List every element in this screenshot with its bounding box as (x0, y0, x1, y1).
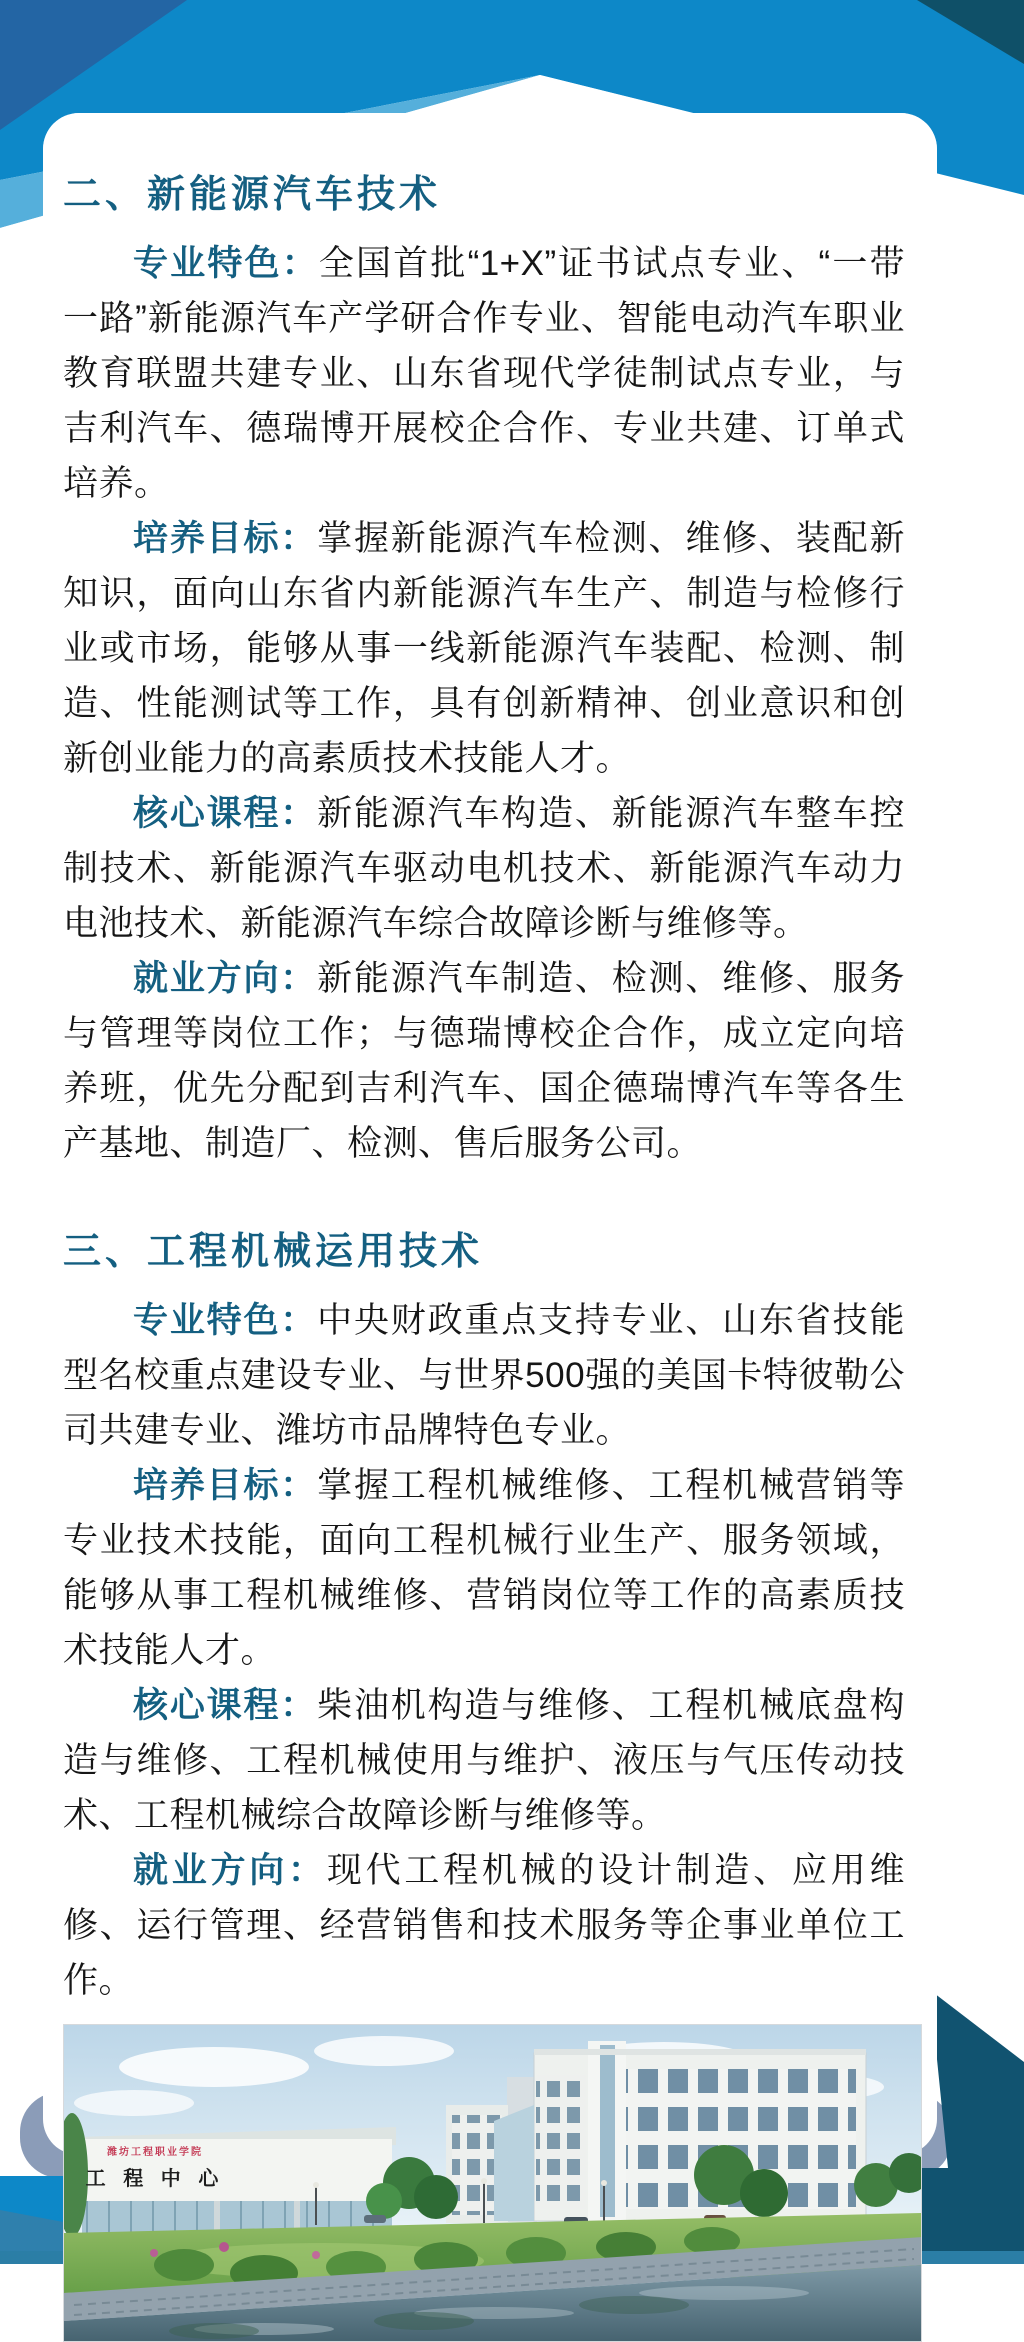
paragraph-label: 就业方向： (133, 959, 318, 998)
paragraph-label: 就业方向： (133, 1851, 327, 1890)
paragraph-text: 全国首批“1+X”证书试点专业、“一带一路”新能源汽车产学研合作专业、智能电动汽车职业教育联盟共建专业、山东省现代学徒制试点专业，与吉利汽车、德瑞博开展校企合作、专业共建、订单式培养。 (63, 244, 905, 503)
paragraph-courses (63, 786, 905, 951)
green-reflection (374, 2312, 474, 2330)
paragraph-employment (63, 1843, 905, 2008)
paragraph-text: 中央财政重点支持专业、山东省技能型名校重点建设专业、与世界500强的美国卡特彼勒公司共建专业、潍坊市品牌特色专业。 (63, 1301, 905, 1450)
paragraph-label: 核心课程： (133, 794, 318, 833)
green-reflection (169, 2323, 259, 2339)
mid-building (446, 2105, 534, 2223)
paragraph-text: 柴油机构造与维修、工程机械底盘构造与维修、工程机械使用与维护、液压与气压传动技术、工程机械综合故障诊断与维修等。 (63, 1686, 905, 1835)
paragraph-goals (63, 511, 905, 786)
school-name-text: 潍坊工程职业学院 (107, 2147, 203, 2158)
cloud (314, 2036, 454, 2066)
engineering-center-sign-text: 工 程 中 心 (85, 2168, 225, 2190)
green-reflection (579, 2296, 689, 2314)
paragraph-label: 核心课程： (133, 1686, 318, 1725)
paragraph-label: 培养目标： (133, 1466, 318, 1505)
cloud (119, 2047, 309, 2087)
card-content (63, 168, 923, 2342)
paragraph-features (63, 236, 905, 511)
paragraph-label: 专业特色： (133, 244, 319, 283)
paragraph-features (63, 1293, 905, 1458)
paragraph-text: 现代工程机械的设计制造、应用维修、运行管理、经营销售和技术服务等企事业单位工作。 (63, 1851, 905, 2000)
paragraph-text: 掌握新能源汽车检测、维修、装配新知识，面向山东省内新能源汽车生产、制造与检修行业或市场，能够从事一线新能源汽车装配、检测、制造、性能测试等工作，具有创新精神、创业意识和创新创业能力的高素质技术技能人才。 (63, 519, 905, 778)
paragraph-text: 新能源汽车制造、检测、维修、服务与管理等岗位工作；与德瑞博校企合作，成立定向培养班，优先分配到吉利汽车、国企德瑞博汽车等各生产基地、制造厂、检测、售后服务公司。 (63, 959, 905, 1163)
paragraph-courses (63, 1678, 905, 1843)
cloud (74, 2090, 194, 2116)
section-3-title: 三、工程机械运用技术 (63, 1231, 484, 1273)
building-sign (80, 2143, 230, 2191)
paragraph-goals (63, 1458, 905, 1678)
paragraph-text: 掌握工程机械维修、工程机械营销等专业技术技能，面向工程机械行业生产、服务领域，能够从事工程机械维修、营销岗位等工作的高素质技术技能人才。 (63, 1466, 905, 1670)
paragraph-text: 新能源汽车构造、新能源汽车整车控制技术、新能源汽车驱动电机技术、新能源汽车动力电池技术、新能源汽车综合故障诊断与维修等。 (63, 794, 905, 943)
main-building (507, 2041, 866, 2222)
campus-photo (63, 2024, 922, 2342)
section-2-title: 二、新能源汽车技术 (63, 174, 442, 216)
paragraph-label: 专业特色： (133, 1301, 318, 1340)
paragraph-employment (63, 951, 905, 1171)
paragraph-label: 培养目标： (133, 519, 318, 558)
